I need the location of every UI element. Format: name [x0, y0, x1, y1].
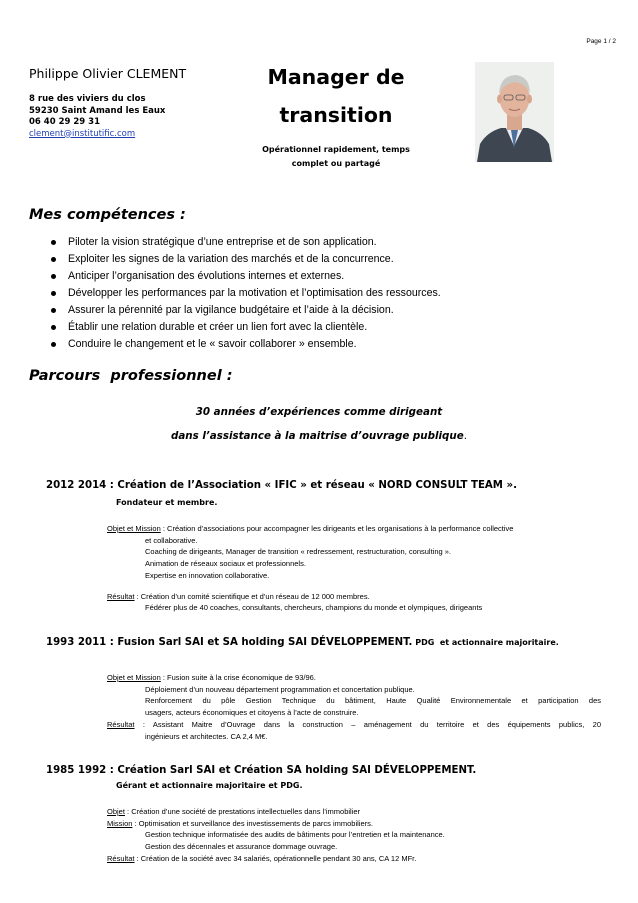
result-label: Résultat — [107, 853, 135, 863]
job-details-1993: Objet et Mission : Fusion suite à la crise économique de 93/96. Déploiement d’un nouveau département programmation et concertation publique. Renforcement du pôle Gestion Technique du bâtiment, Haute Qualité Environnementale et participation des usagers, acteurs économiques et citoyens à l’acte de construire. Résultat : Assistant Maitre d’Ouvrage dans la construction – aménagement du territoire et des équipements publics, 20 ingénieurs et architectes. CA 2,4 M€. — [107, 673, 601, 741]
list-item: Piloter la vision stratégique d’une entreprise et de son application. — [51, 234, 441, 251]
title-line-1: Manager de — [267, 65, 405, 89]
skills-heading: Mes compétences : — [29, 207, 186, 223]
page-subtitle — [236, 143, 436, 171]
page-number: Page 1 / 2 — [586, 38, 616, 45]
career-heading: Parcours professionnel : — [29, 368, 233, 384]
mission-label: Objet et Mission — [107, 524, 161, 533]
title-line-2: transition — [279, 103, 393, 127]
candidate-name: Philippe Olivier CLEMENT — [29, 66, 187, 81]
result-label: Résultat — [107, 719, 135, 729]
profile-photo — [475, 62, 554, 162]
list-item: Exploiter les signes de la variation des marchés et de la concurrence. — [51, 251, 441, 268]
list-item: Conduire le changement et le « savoir collaborer » ensemble. — [51, 336, 441, 353]
job-role-2012: Fondateur et membre. — [116, 498, 218, 507]
email-link[interactable]: clement@institutific.com — [29, 128, 136, 139]
address-line-1: 8 rue des viviers du clos — [29, 94, 146, 104]
subtitle-line-1: Opérationnel rapidement, temps — [262, 145, 410, 154]
phone-number: 06 40 29 29 31 — [29, 117, 100, 127]
address-line-2: 59230 Saint Amand les Eaux — [29, 105, 166, 116]
job-details-2012: Objet et Mission : Création d’associations pour accompagner les dirigeants et les organisations à la performance collective et collaborative. Coaching de dirigeants, Manager de transition « redressement, restructuration, consulting ». Animation de réseaux sociaux et professionnels. Expertise en innovation collaborative. Résultat : Création d’un comité scientifique et d’un réseau de 12 000 membres. Fédérer plus de 40 coaches, consultants, chercheurs, champions du monde et olympiques, dirigeants — [107, 524, 514, 613]
page-title — [236, 58, 436, 134]
job-role-1985: Gérant et actionnaire majoritaire et PDG. — [116, 781, 303, 790]
career-intro-line-2: dans l’assistance à la maitrise d’ouvrage publique. — [170, 430, 468, 442]
mission-label: Objet et Mission — [107, 673, 161, 682]
list-item: Développer les performances par la motivation et l’optimisation des ressources. — [51, 285, 441, 302]
job-title-1985: 1985 1992 : Création Sarl SAI et Création SA holding SAI DÉVELOPPEMENT. — [46, 765, 477, 776]
object-label: Objet — [107, 807, 125, 816]
mission-label: Mission — [107, 818, 133, 828]
contact-block — [29, 94, 165, 140]
job-title-1993: 1993 2011 : Fusion Sarl SAI et SA holding SAI DÉVELOPPEMENT. PDG et actionnaire majoritaire. — [46, 637, 559, 648]
job-details-1985: Objet : Création d’une société de prestations intellectuelles dans l’immobilier Mission : Optimisation et surveillance des investissements de parcs immobiliers. Gestion technique informatisée des audits de bâtiments pour l’entretien et la maintenance. Gestion des décennales et assurance dommage ouvrage. Résultat : Création de la société avec 34 salariés, opérationnelle pendant 30 ans, CA 12 MFr. — [107, 807, 445, 863]
career-intro-line-1: 30 années d’expériences comme dirigeant — [195, 406, 443, 418]
list-item: Assurer la pérennité par la vigilance budgétaire et l’aide à la décision. — [51, 302, 441, 319]
list-item: Établir une relation durable et créer un lien fort avec la clientèle. — [51, 319, 441, 336]
job-title-2012: 2012 2014 : Création de l’Association « IFIC » et réseau « NORD CONSULT TEAM ». — [46, 480, 517, 491]
list-item: Anticiper l’organisation des évolutions internes et externes. — [51, 268, 441, 285]
subtitle-line-2: complet ou partagé — [291, 159, 381, 168]
result-label: Résultat — [107, 591, 135, 601]
skills-list — [51, 234, 441, 353]
